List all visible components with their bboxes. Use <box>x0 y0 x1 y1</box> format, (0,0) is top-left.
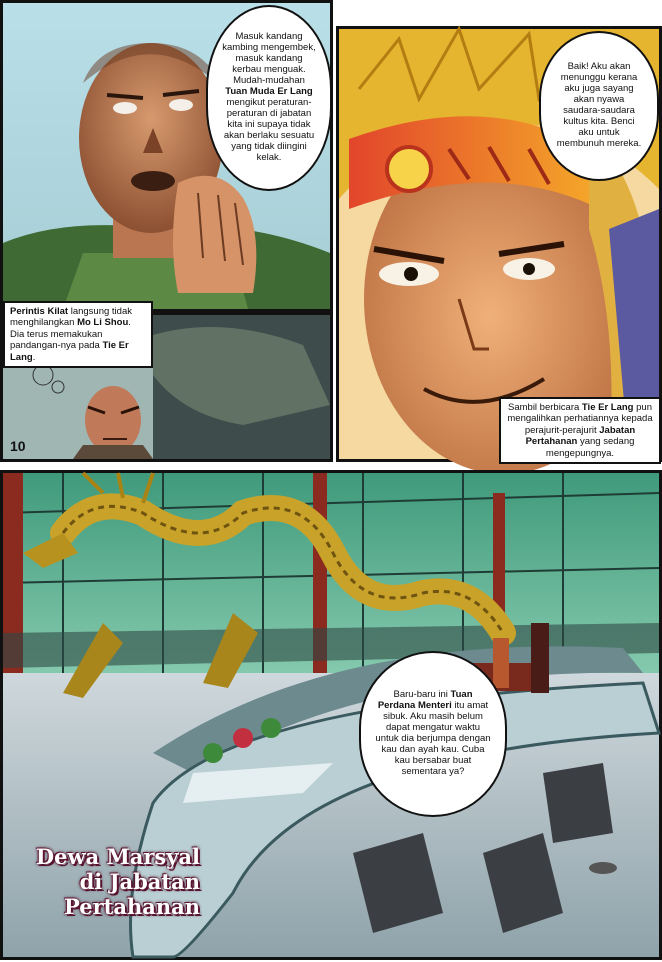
panel-tie-er-lang <box>336 26 662 462</box>
tie-er-lang-speech-bubble: Baik! Aku akan menunggu kerana aku juga sayang akan nyawa saudara-saudara kultus kita. Benci aku untuk membunuh mereka. <box>539 31 659 181</box>
panel-bald-man <box>0 0 333 312</box>
hall-speech-bubble: Baru-baru ini Tuan Perdana Menteri itu amat sibuk. Aku masih belum dapat mengatur waktu untuk dia berjumpa dengan kau dan ayah kau. Cuba kau bersabar buat sementara ya? <box>359 651 507 817</box>
stare-caption: Perintis Kilat langsung tidak menghilangkan Mo Li Shou. Dia terus memakukan pandangan-nya pada Tie Er Lang. <box>3 301 153 368</box>
tie-er-lang-caption: Sambil berbicara Tie Er Lang pun mengalihkan perhatiannya kepada perajurit-perajurit Jabatan Pertahanan yang sedang mengepungnya. <box>499 397 661 464</box>
chapter-title-line-3: Pertahanan <box>64 893 200 919</box>
chapter-title-line-1: Dewa Marsyal <box>35 844 200 869</box>
panel-stare <box>0 306 333 462</box>
chapter-title <box>30 845 200 919</box>
bald-man-speech-bubble: Masuk kandang kambing mengembek, masuk kandang kerbau menguak. Mudah-mudahan Tuan Muda Er Lang mengikut peraturan-peraturan di jabatan kita ini supaya tidak akan berlaku sesuatu yang tidak diingini kelak. <box>206 5 332 191</box>
chapter-title-line-2: di Jabatan <box>79 868 200 894</box>
page-number: 10 <box>10 438 26 454</box>
